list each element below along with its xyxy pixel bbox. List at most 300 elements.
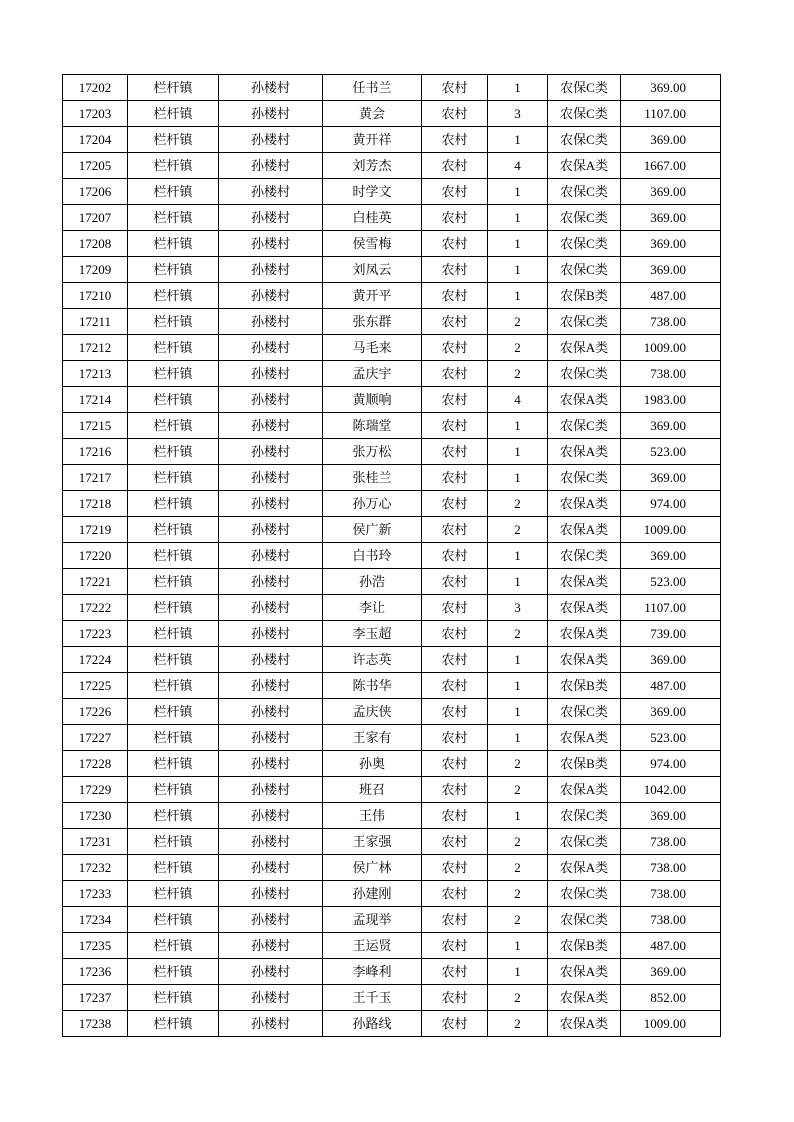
cell-insurance-category: 农保A类 — [548, 387, 621, 413]
cell-person-count: 1 — [488, 413, 548, 439]
cell-insurance-category: 农保A类 — [548, 777, 621, 803]
table-row — [63, 751, 721, 777]
table-row — [63, 985, 721, 1011]
cell-serial-number: 17206 — [63, 179, 128, 205]
cell-amount: 852.00 — [621, 985, 721, 1011]
cell-person-name: 侯广新 — [323, 517, 422, 543]
cell-village: 孙楼村 — [219, 569, 323, 595]
cell-insurance-category: 农保A类 — [548, 647, 621, 673]
cell-village: 孙楼村 — [219, 829, 323, 855]
cell-person-count: 4 — [488, 387, 548, 413]
cell-town: 栏杆镇 — [128, 491, 219, 517]
cell-residence-type: 农村 — [422, 101, 488, 127]
table-row — [63, 231, 721, 257]
cell-village: 孙楼村 — [219, 881, 323, 907]
cell-insurance-category: 农保B类 — [548, 673, 621, 699]
cell-serial-number: 17226 — [63, 699, 128, 725]
cell-village: 孙楼村 — [219, 439, 323, 465]
cell-insurance-category: 农保C类 — [548, 829, 621, 855]
cell-person-count: 2 — [488, 491, 548, 517]
cell-residence-type: 农村 — [422, 387, 488, 413]
cell-person-count: 2 — [488, 907, 548, 933]
cell-person-name: 白书玲 — [323, 543, 422, 569]
table-row — [63, 101, 721, 127]
cell-person-count: 1 — [488, 673, 548, 699]
cell-residence-type: 农村 — [422, 777, 488, 803]
cell-amount: 523.00 — [621, 439, 721, 465]
cell-village: 孙楼村 — [219, 387, 323, 413]
cell-residence-type: 农村 — [422, 75, 488, 101]
cell-insurance-category: 农保A类 — [548, 621, 621, 647]
cell-insurance-category: 农保C类 — [548, 309, 621, 335]
cell-person-count: 1 — [488, 465, 548, 491]
cell-serial-number: 17223 — [63, 621, 128, 647]
cell-amount: 369.00 — [621, 413, 721, 439]
cell-town: 栏杆镇 — [128, 309, 219, 335]
cell-village: 孙楼村 — [219, 179, 323, 205]
cell-insurance-category: 农保C类 — [548, 907, 621, 933]
cell-serial-number: 17219 — [63, 517, 128, 543]
cell-insurance-category: 农保B类 — [548, 933, 621, 959]
table-row — [63, 179, 721, 205]
cell-person-name: 李峰利 — [323, 959, 422, 985]
cell-insurance-category: 农保A类 — [548, 1011, 621, 1037]
cell-amount: 1009.00 — [621, 517, 721, 543]
cell-village: 孙楼村 — [219, 361, 323, 387]
cell-person-name: 时学文 — [323, 179, 422, 205]
cell-village: 孙楼村 — [219, 1011, 323, 1037]
cell-person-count: 2 — [488, 361, 548, 387]
cell-person-name: 任书兰 — [323, 75, 422, 101]
cell-amount: 1009.00 — [621, 335, 721, 361]
cell-serial-number: 17229 — [63, 777, 128, 803]
table-row — [63, 803, 721, 829]
cell-amount: 738.00 — [621, 309, 721, 335]
cell-town: 栏杆镇 — [128, 959, 219, 985]
cell-residence-type: 农村 — [422, 933, 488, 959]
cell-insurance-category: 农保A类 — [548, 569, 621, 595]
cell-residence-type: 农村 — [422, 829, 488, 855]
cell-village: 孙楼村 — [219, 777, 323, 803]
table-row — [63, 725, 721, 751]
cell-residence-type: 农村 — [422, 543, 488, 569]
cell-village: 孙楼村 — [219, 75, 323, 101]
cell-person-count: 1 — [488, 647, 548, 673]
cell-insurance-category: 农保C类 — [548, 231, 621, 257]
cell-amount: 487.00 — [621, 283, 721, 309]
cell-insurance-category: 农保A类 — [548, 725, 621, 751]
cell-serial-number: 17210 — [63, 283, 128, 309]
cell-village: 孙楼村 — [219, 907, 323, 933]
cell-serial-number: 17216 — [63, 439, 128, 465]
cell-serial-number: 17224 — [63, 647, 128, 673]
table-row — [63, 959, 721, 985]
cell-village: 孙楼村 — [219, 517, 323, 543]
cell-person-name: 侯雪梅 — [323, 231, 422, 257]
cell-residence-type: 农村 — [422, 335, 488, 361]
cell-town: 栏杆镇 — [128, 283, 219, 309]
cell-insurance-category: 农保A类 — [548, 517, 621, 543]
cell-amount: 523.00 — [621, 725, 721, 751]
table-row — [63, 75, 721, 101]
cell-serial-number: 17218 — [63, 491, 128, 517]
table-row — [63, 309, 721, 335]
cell-village: 孙楼村 — [219, 543, 323, 569]
cell-residence-type: 农村 — [422, 439, 488, 465]
cell-amount: 738.00 — [621, 361, 721, 387]
cell-amount: 487.00 — [621, 933, 721, 959]
cell-person-count: 2 — [488, 309, 548, 335]
cell-person-name: 李玉超 — [323, 621, 422, 647]
cell-person-name: 刘芳杰 — [323, 153, 422, 179]
cell-town: 栏杆镇 — [128, 517, 219, 543]
table-row — [63, 491, 721, 517]
cell-insurance-category: 农保C类 — [548, 257, 621, 283]
cell-amount: 738.00 — [621, 907, 721, 933]
table-row — [63, 127, 721, 153]
cell-person-count: 2 — [488, 881, 548, 907]
cell-village: 孙楼村 — [219, 751, 323, 777]
cell-insurance-category: 农保C类 — [548, 75, 621, 101]
cell-person-count: 2 — [488, 829, 548, 855]
cell-amount: 974.00 — [621, 491, 721, 517]
cell-insurance-category: 农保C类 — [548, 881, 621, 907]
cell-residence-type: 农村 — [422, 985, 488, 1011]
cell-serial-number: 17214 — [63, 387, 128, 413]
cell-serial-number: 17225 — [63, 673, 128, 699]
cell-person-count: 1 — [488, 127, 548, 153]
cell-town: 栏杆镇 — [128, 751, 219, 777]
cell-village: 孙楼村 — [219, 933, 323, 959]
cell-residence-type: 农村 — [422, 907, 488, 933]
cell-town: 栏杆镇 — [128, 257, 219, 283]
cell-person-count: 1 — [488, 803, 548, 829]
cell-residence-type: 农村 — [422, 491, 488, 517]
cell-village: 孙楼村 — [219, 413, 323, 439]
table-body — [63, 75, 721, 1037]
cell-residence-type: 农村 — [422, 569, 488, 595]
cell-town: 栏杆镇 — [128, 75, 219, 101]
cell-town: 栏杆镇 — [128, 543, 219, 569]
table-row — [63, 829, 721, 855]
cell-village: 孙楼村 — [219, 465, 323, 491]
cell-serial-number: 17212 — [63, 335, 128, 361]
cell-person-count: 2 — [488, 1011, 548, 1037]
table-row — [63, 647, 721, 673]
cell-insurance-category: 农保C类 — [548, 205, 621, 231]
cell-town: 栏杆镇 — [128, 231, 219, 257]
cell-residence-type: 农村 — [422, 595, 488, 621]
cell-amount: 369.00 — [621, 257, 721, 283]
cell-amount: 369.00 — [621, 205, 721, 231]
cell-person-name: 陈书华 — [323, 673, 422, 699]
cell-serial-number: 17209 — [63, 257, 128, 283]
cell-town: 栏杆镇 — [128, 855, 219, 881]
cell-town: 栏杆镇 — [128, 361, 219, 387]
cell-serial-number: 17227 — [63, 725, 128, 751]
cell-residence-type: 农村 — [422, 855, 488, 881]
cell-residence-type: 农村 — [422, 413, 488, 439]
cell-town: 栏杆镇 — [128, 907, 219, 933]
table-row — [63, 621, 721, 647]
cell-person-name: 孙浩 — [323, 569, 422, 595]
cell-person-count: 2 — [488, 777, 548, 803]
cell-person-count: 2 — [488, 517, 548, 543]
cell-person-name: 孙路线 — [323, 1011, 422, 1037]
cell-village: 孙楼村 — [219, 595, 323, 621]
cell-town: 栏杆镇 — [128, 439, 219, 465]
cell-residence-type: 农村 — [422, 725, 488, 751]
cell-person-count: 1 — [488, 231, 548, 257]
cell-residence-type: 农村 — [422, 751, 488, 777]
table-row — [63, 283, 721, 309]
cell-residence-type: 农村 — [422, 959, 488, 985]
cell-serial-number: 17235 — [63, 933, 128, 959]
cell-person-name: 许志英 — [323, 647, 422, 673]
cell-residence-type: 农村 — [422, 361, 488, 387]
cell-serial-number: 17234 — [63, 907, 128, 933]
cell-serial-number: 17237 — [63, 985, 128, 1011]
cell-insurance-category: 农保C类 — [548, 543, 621, 569]
cell-town: 栏杆镇 — [128, 153, 219, 179]
cell-serial-number: 17205 — [63, 153, 128, 179]
cell-residence-type: 农村 — [422, 153, 488, 179]
cell-village: 孙楼村 — [219, 127, 323, 153]
table-row — [63, 439, 721, 465]
cell-person-count: 2 — [488, 985, 548, 1011]
cell-serial-number: 17208 — [63, 231, 128, 257]
cell-insurance-category: 农保B类 — [548, 751, 621, 777]
cell-amount: 1009.00 — [621, 1011, 721, 1037]
cell-village: 孙楼村 — [219, 725, 323, 751]
cell-town: 栏杆镇 — [128, 387, 219, 413]
cell-person-name: 孙建刚 — [323, 881, 422, 907]
cell-town: 栏杆镇 — [128, 673, 219, 699]
cell-amount: 369.00 — [621, 647, 721, 673]
cell-amount: 738.00 — [621, 855, 721, 881]
cell-person-name: 王伟 — [323, 803, 422, 829]
cell-person-name: 白桂英 — [323, 205, 422, 231]
cell-insurance-category: 农保A类 — [548, 439, 621, 465]
cell-person-count: 2 — [488, 751, 548, 777]
cell-serial-number: 17213 — [63, 361, 128, 387]
cell-town: 栏杆镇 — [128, 829, 219, 855]
cell-person-name: 班召 — [323, 777, 422, 803]
benefits-table — [62, 74, 721, 1037]
cell-village: 孙楼村 — [219, 803, 323, 829]
cell-insurance-category: 农保A类 — [548, 855, 621, 881]
table-row — [63, 569, 721, 595]
cell-person-count: 2 — [488, 335, 548, 361]
cell-amount: 1983.00 — [621, 387, 721, 413]
cell-serial-number: 17230 — [63, 803, 128, 829]
cell-person-count: 1 — [488, 725, 548, 751]
cell-village: 孙楼村 — [219, 283, 323, 309]
cell-insurance-category: 农保A类 — [548, 153, 621, 179]
cell-person-name: 王运贤 — [323, 933, 422, 959]
cell-village: 孙楼村 — [219, 309, 323, 335]
cell-person-name: 张桂兰 — [323, 465, 422, 491]
table-row — [63, 933, 721, 959]
cell-village: 孙楼村 — [219, 335, 323, 361]
cell-insurance-category: 农保C类 — [548, 413, 621, 439]
cell-town: 栏杆镇 — [128, 179, 219, 205]
cell-serial-number: 17232 — [63, 855, 128, 881]
cell-town: 栏杆镇 — [128, 647, 219, 673]
cell-serial-number: 17217 — [63, 465, 128, 491]
table-row — [63, 699, 721, 725]
cell-insurance-category: 农保A类 — [548, 335, 621, 361]
cell-village: 孙楼村 — [219, 621, 323, 647]
cell-village: 孙楼村 — [219, 959, 323, 985]
cell-person-name: 黄顺响 — [323, 387, 422, 413]
cell-insurance-category: 农保C类 — [548, 101, 621, 127]
cell-residence-type: 农村 — [422, 257, 488, 283]
cell-town: 栏杆镇 — [128, 595, 219, 621]
cell-town: 栏杆镇 — [128, 465, 219, 491]
cell-person-name: 李让 — [323, 595, 422, 621]
cell-town: 栏杆镇 — [128, 803, 219, 829]
cell-residence-type: 农村 — [422, 127, 488, 153]
cell-person-name: 孟现举 — [323, 907, 422, 933]
cell-person-count: 1 — [488, 569, 548, 595]
cell-insurance-category: 农保C类 — [548, 361, 621, 387]
cell-residence-type: 农村 — [422, 179, 488, 205]
cell-town: 栏杆镇 — [128, 335, 219, 361]
table-row — [63, 387, 721, 413]
cell-village: 孙楼村 — [219, 647, 323, 673]
table-row — [63, 153, 721, 179]
cell-person-name: 王家有 — [323, 725, 422, 751]
cell-amount: 1107.00 — [621, 101, 721, 127]
table-row — [63, 855, 721, 881]
cell-person-count: 2 — [488, 855, 548, 881]
cell-insurance-category: 农保A类 — [548, 959, 621, 985]
cell-person-count: 1 — [488, 179, 548, 205]
cell-village: 孙楼村 — [219, 231, 323, 257]
cell-town: 栏杆镇 — [128, 699, 219, 725]
cell-person-count: 1 — [488, 959, 548, 985]
table-row — [63, 205, 721, 231]
cell-town: 栏杆镇 — [128, 777, 219, 803]
cell-person-name: 黄会 — [323, 101, 422, 127]
cell-residence-type: 农村 — [422, 309, 488, 335]
cell-serial-number: 17211 — [63, 309, 128, 335]
cell-person-name: 孟庆宇 — [323, 361, 422, 387]
cell-village: 孙楼村 — [219, 985, 323, 1011]
table-row — [63, 881, 721, 907]
cell-town: 栏杆镇 — [128, 569, 219, 595]
cell-person-name: 孙奥 — [323, 751, 422, 777]
cell-amount: 369.00 — [621, 699, 721, 725]
cell-insurance-category: 农保C类 — [548, 803, 621, 829]
cell-amount: 974.00 — [621, 751, 721, 777]
cell-person-count: 2 — [488, 621, 548, 647]
cell-serial-number: 17238 — [63, 1011, 128, 1037]
cell-person-name: 马毛来 — [323, 335, 422, 361]
cell-person-name: 张东群 — [323, 309, 422, 335]
cell-town: 栏杆镇 — [128, 205, 219, 231]
table-row — [63, 907, 721, 933]
cell-town: 栏杆镇 — [128, 413, 219, 439]
cell-insurance-category: 农保A类 — [548, 595, 621, 621]
cell-residence-type: 农村 — [422, 881, 488, 907]
cell-person-name: 黄开祥 — [323, 127, 422, 153]
cell-person-name: 孟庆侠 — [323, 699, 422, 725]
cell-serial-number: 17220 — [63, 543, 128, 569]
cell-town: 栏杆镇 — [128, 101, 219, 127]
table-row — [63, 257, 721, 283]
table-row — [63, 361, 721, 387]
cell-insurance-category: 农保C类 — [548, 465, 621, 491]
cell-serial-number: 17228 — [63, 751, 128, 777]
cell-amount: 369.00 — [621, 465, 721, 491]
table-row — [63, 1011, 721, 1037]
cell-person-count: 1 — [488, 75, 548, 101]
cell-village: 孙楼村 — [219, 205, 323, 231]
cell-amount: 739.00 — [621, 621, 721, 647]
cell-person-count: 1 — [488, 257, 548, 283]
table-row — [63, 517, 721, 543]
cell-insurance-category: 农保C类 — [548, 699, 621, 725]
cell-amount: 369.00 — [621, 127, 721, 153]
table-row — [63, 673, 721, 699]
cell-amount: 1107.00 — [621, 595, 721, 621]
cell-insurance-category: 农保C类 — [548, 179, 621, 205]
cell-person-name: 黄开平 — [323, 283, 422, 309]
cell-serial-number: 17222 — [63, 595, 128, 621]
cell-serial-number: 17202 — [63, 75, 128, 101]
cell-amount: 369.00 — [621, 75, 721, 101]
cell-town: 栏杆镇 — [128, 985, 219, 1011]
cell-serial-number: 17231 — [63, 829, 128, 855]
cell-amount: 738.00 — [621, 881, 721, 907]
cell-insurance-category: 农保B类 — [548, 283, 621, 309]
cell-residence-type: 农村 — [422, 205, 488, 231]
cell-village: 孙楼村 — [219, 491, 323, 517]
cell-amount: 738.00 — [621, 829, 721, 855]
cell-insurance-category: 农保A类 — [548, 985, 621, 1011]
cell-amount: 1667.00 — [621, 153, 721, 179]
cell-serial-number: 17207 — [63, 205, 128, 231]
cell-amount: 487.00 — [621, 673, 721, 699]
cell-amount: 369.00 — [621, 543, 721, 569]
cell-residence-type: 农村 — [422, 803, 488, 829]
cell-person-name: 侯广林 — [323, 855, 422, 881]
cell-residence-type: 农村 — [422, 673, 488, 699]
cell-village: 孙楼村 — [219, 699, 323, 725]
cell-person-count: 1 — [488, 439, 548, 465]
cell-person-name: 张万松 — [323, 439, 422, 465]
cell-amount: 369.00 — [621, 179, 721, 205]
cell-person-count: 3 — [488, 101, 548, 127]
cell-person-count: 3 — [488, 595, 548, 621]
cell-town: 栏杆镇 — [128, 933, 219, 959]
cell-village: 孙楼村 — [219, 257, 323, 283]
cell-person-name: 陈瑞堂 — [323, 413, 422, 439]
cell-residence-type: 农村 — [422, 1011, 488, 1037]
cell-town: 栏杆镇 — [128, 881, 219, 907]
cell-person-count: 1 — [488, 283, 548, 309]
cell-person-count: 1 — [488, 205, 548, 231]
cell-amount: 369.00 — [621, 959, 721, 985]
cell-residence-type: 农村 — [422, 517, 488, 543]
cell-person-name: 刘凤云 — [323, 257, 422, 283]
cell-insurance-category: 农保A类 — [548, 491, 621, 517]
cell-insurance-category: 农保C类 — [548, 127, 621, 153]
cell-town: 栏杆镇 — [128, 1011, 219, 1037]
table-row — [63, 335, 721, 361]
